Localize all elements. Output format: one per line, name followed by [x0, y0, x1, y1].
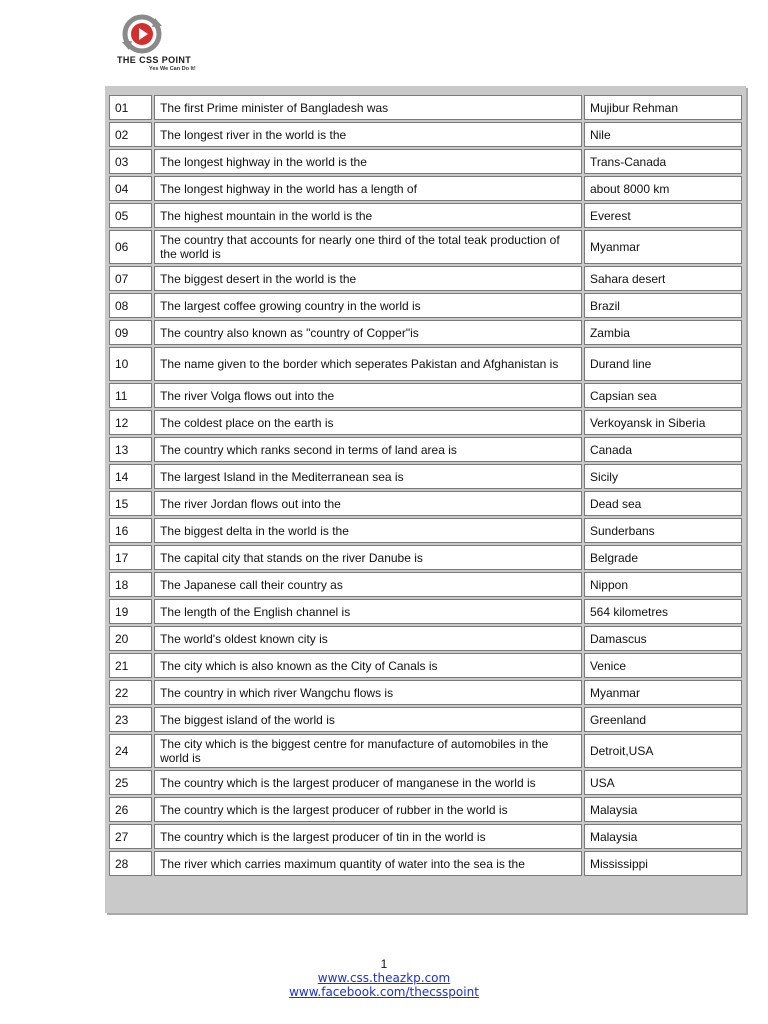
- logo-title: THE CSS POINT: [117, 55, 192, 65]
- table-row: [109, 824, 742, 849]
- row-number: 13: [109, 437, 152, 462]
- row-question: The city which is the biggest centre for manufacture of automobiles in the world is: [154, 734, 582, 768]
- row-number: 17: [109, 545, 152, 570]
- qa-table: [107, 93, 744, 878]
- row-question: The longest river in the world is the: [154, 122, 582, 147]
- row-question: The longest highway in the world is the: [154, 149, 582, 174]
- row-question: The country which is the largest producer of manganese in the world is: [154, 770, 582, 795]
- row-number: 01: [109, 95, 152, 120]
- table-row: [109, 320, 742, 345]
- row-question: The length of the English channel is: [154, 599, 582, 624]
- website-link[interactable]: www.css.theazkp.com: [317, 971, 451, 985]
- row-answer: Sicily: [584, 464, 742, 489]
- row-question: The Japanese call their country as: [154, 572, 582, 597]
- table-row: [109, 491, 742, 516]
- table-row: [109, 680, 742, 705]
- row-question: The country which is the largest producer of tin in the world is: [154, 824, 582, 849]
- table-row: [109, 122, 742, 147]
- row-question: The biggest desert in the world is the: [154, 266, 582, 291]
- table-row: [109, 851, 742, 876]
- row-number: 12: [109, 410, 152, 435]
- row-question: The capital city that stands on the river Danube is: [154, 545, 582, 570]
- row-number: 20: [109, 626, 152, 651]
- row-question: The world's oldest known city is: [154, 626, 582, 651]
- row-number: 06: [109, 230, 152, 264]
- row-answer: Mississippi: [584, 851, 742, 876]
- row-answer: about 8000 km: [584, 176, 742, 201]
- table-row: [109, 347, 742, 381]
- row-answer: Belgrade: [584, 545, 742, 570]
- row-answer: Nile: [584, 122, 742, 147]
- row-number: 22: [109, 680, 152, 705]
- table-row: [109, 293, 742, 318]
- table-row: [109, 653, 742, 678]
- logo: [114, 14, 214, 76]
- row-answer: Malaysia: [584, 824, 742, 849]
- row-answer: Brazil: [584, 293, 742, 318]
- row-number: 10: [109, 347, 152, 381]
- row-answer: Dead sea: [584, 491, 742, 516]
- row-question: The country which ranks second in terms of land area is: [154, 437, 582, 462]
- row-number: 02: [109, 122, 152, 147]
- row-number: 16: [109, 518, 152, 543]
- row-answer: Myanmar: [584, 230, 742, 264]
- row-number: 14: [109, 464, 152, 489]
- row-number: 05: [109, 203, 152, 228]
- page-number: 1: [380, 957, 388, 971]
- table-row: [109, 464, 742, 489]
- table-row: [109, 545, 742, 570]
- row-question: The largest Island in the Mediterranean sea is: [154, 464, 582, 489]
- table-row: [109, 797, 742, 822]
- row-number: 26: [109, 797, 152, 822]
- row-answer: USA: [584, 770, 742, 795]
- row-answer: Durand line: [584, 347, 742, 381]
- table-row: [109, 95, 742, 120]
- row-answer: Mujibur Rehman: [584, 95, 742, 120]
- row-answer: Damascus: [584, 626, 742, 651]
- table-row: [109, 383, 742, 408]
- table-row: [109, 770, 742, 795]
- row-answer: Trans-Canada: [584, 149, 742, 174]
- row-question: The largest coffee growing country in the world is: [154, 293, 582, 318]
- table-row: [109, 149, 742, 174]
- row-answer: 564 kilometres: [584, 599, 742, 624]
- qa-table-body: [109, 95, 742, 876]
- row-question: The river Jordan flows out into the: [154, 491, 582, 516]
- row-number: 09: [109, 320, 152, 345]
- row-answer: Sunderbans: [584, 518, 742, 543]
- table-row: [109, 626, 742, 651]
- row-question: The river which carries maximum quantity of water into the sea is the: [154, 851, 582, 876]
- row-answer: Canada: [584, 437, 742, 462]
- row-number: 18: [109, 572, 152, 597]
- row-number: 08: [109, 293, 152, 318]
- table-row: [109, 176, 742, 201]
- row-question: The biggest island of the world is: [154, 707, 582, 732]
- row-question: The longest highway in the world has a length of: [154, 176, 582, 201]
- row-answer: Everest: [584, 203, 742, 228]
- row-number: 15: [109, 491, 152, 516]
- row-question: The city which is also known as the City of Canals is: [154, 653, 582, 678]
- table-row: [109, 707, 742, 732]
- table-row: [109, 230, 742, 264]
- row-question: The country that accounts for nearly one third of the total teak production of the world is: [154, 230, 582, 264]
- row-answer: Myanmar: [584, 680, 742, 705]
- row-question: The country which is the largest producer of rubber in the world is: [154, 797, 582, 822]
- row-number: 19: [109, 599, 152, 624]
- row-question: The country in which river Wangchu flows is: [154, 680, 582, 705]
- table-row: [109, 437, 742, 462]
- row-answer: Sahara desert: [584, 266, 742, 291]
- row-question: The name given to the border which seperates Pakistan and Afghanistan is: [154, 347, 582, 381]
- row-number: 03: [109, 149, 152, 174]
- row-number: 07: [109, 266, 152, 291]
- row-question: The coldest place on the earth is: [154, 410, 582, 435]
- css-point-logo-icon: [122, 14, 162, 54]
- logo-tagline: Yes We Can Do It!: [149, 66, 196, 72]
- row-number: 04: [109, 176, 152, 201]
- row-answer: Greenland: [584, 707, 742, 732]
- row-question: The country also known as "country of Copper"is: [154, 320, 582, 345]
- row-question: The biggest delta in the world is the: [154, 518, 582, 543]
- row-answer: Detroit,USA: [584, 734, 742, 768]
- row-question: The highest mountain in the world is the: [154, 203, 582, 228]
- row-answer: Capsian sea: [584, 383, 742, 408]
- row-number: 23: [109, 707, 152, 732]
- row-answer: Venice: [584, 653, 742, 678]
- row-number: 25: [109, 770, 152, 795]
- row-number: 27: [109, 824, 152, 849]
- table-row: [109, 518, 742, 543]
- row-number: 11: [109, 383, 152, 408]
- row-number: 24: [109, 734, 152, 768]
- row-number: 21: [109, 653, 152, 678]
- table-row: [109, 734, 742, 768]
- row-answer: Verkoyansk in Siberia: [584, 410, 742, 435]
- row-number: 28: [109, 851, 152, 876]
- row-answer: Zambia: [584, 320, 742, 345]
- row-answer: Malaysia: [584, 797, 742, 822]
- table-row: [109, 599, 742, 624]
- row-answer: Nippon: [584, 572, 742, 597]
- row-question: The river Volga flows out into the: [154, 383, 582, 408]
- table-row: [109, 266, 742, 291]
- page-footer: [0, 957, 768, 999]
- facebook-link[interactable]: www.facebook.com/thecsspoint: [289, 985, 479, 999]
- table-row: [109, 410, 742, 435]
- table-row: [109, 203, 742, 228]
- table-row: [109, 572, 742, 597]
- row-question: The first Prime minister of Bangladesh was: [154, 95, 582, 120]
